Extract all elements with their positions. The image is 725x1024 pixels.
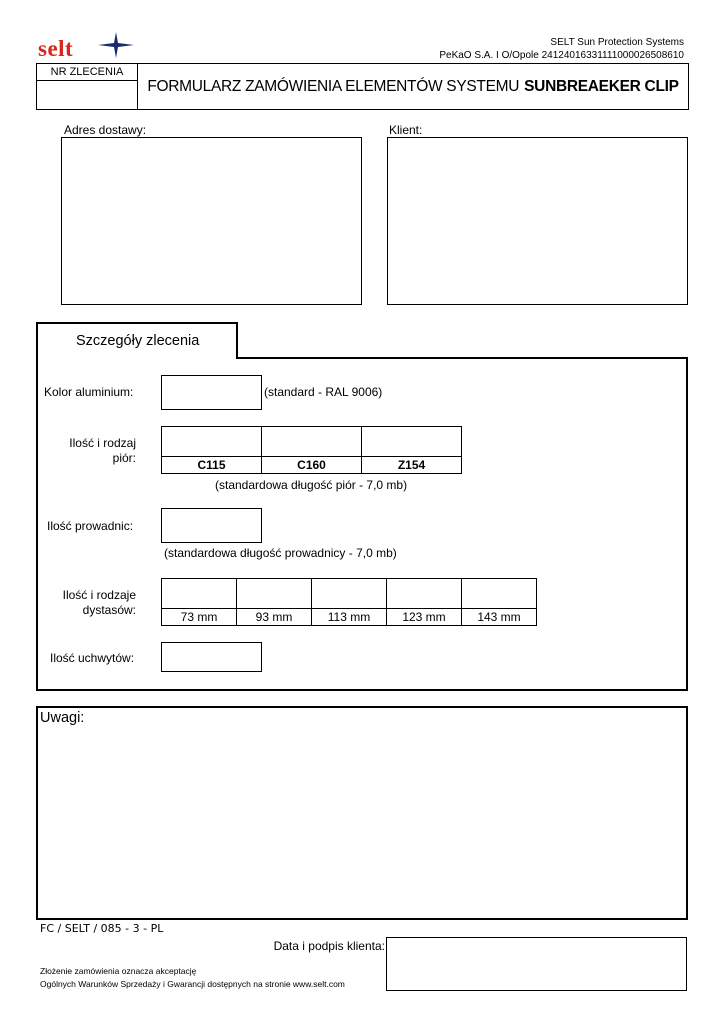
order-details-section	[36, 357, 688, 691]
delivery-address-field[interactable]	[61, 137, 362, 305]
holders-qty-field[interactable]	[161, 642, 262, 672]
blades-label-line2: piór:	[112, 451, 136, 465]
blade-type-c160: C160	[261, 456, 362, 474]
blade-c160-qty[interactable]	[261, 426, 362, 457]
company-name: SELT Sun Protection Systems	[550, 37, 684, 48]
signature-field[interactable]	[386, 937, 687, 991]
title-normal: FORMULARZ ZAMÓWIENIA ELEMENTÓW SYSTEMU	[147, 77, 520, 95]
spacer-size-93: 93 mm	[236, 608, 312, 626]
selt-logo	[38, 36, 133, 62]
spacer-size-143: 143 mm	[461, 608, 537, 626]
spacer-size-73: 73 mm	[161, 608, 237, 626]
signature-label: Data i podpis klienta:	[273, 939, 385, 953]
holders-label: Ilość uchwytów:	[50, 651, 135, 665]
star-icon	[96, 30, 136, 60]
company-bank-account: PeKaO S.A. I O/Opole 24124016331111000026508610	[439, 50, 684, 61]
delivery-address-label: Adres dostawy:	[64, 123, 147, 137]
blade-type-c115: C115	[161, 456, 262, 474]
blade-type-z154: Z154	[361, 456, 462, 474]
order-number-field[interactable]	[37, 81, 137, 109]
guides-label: Ilość prowadnic:	[47, 519, 134, 533]
order-details-tab	[36, 322, 238, 359]
client-field[interactable]	[387, 137, 688, 305]
spacer-size-123: 123 mm	[386, 608, 462, 626]
blade-c115-qty[interactable]	[161, 426, 262, 457]
spacer-143-qty[interactable]	[461, 578, 537, 609]
spacer-123-qty[interactable]	[386, 578, 462, 609]
notes-label: Uwagi:	[40, 710, 85, 726]
spacer-73-qty[interactable]	[161, 578, 237, 609]
notes-section[interactable]	[36, 706, 688, 920]
spacer-93-qty[interactable]	[236, 578, 312, 609]
order-number-label: NR ZLECENIA	[37, 64, 137, 81]
terms-line2: Ogólnych Warunków Sprzedaży i Gwarancji dostępnych na stronie www.selt.com	[40, 979, 345, 989]
spacers-label-line2: dystasów:	[82, 603, 136, 617]
order-number-box	[36, 63, 138, 110]
blades-note: (standardowa długość piór - 7,0 mb)	[215, 478, 408, 492]
guides-qty-field[interactable]	[161, 508, 262, 543]
blades-label-line1: Ilość i rodzaj	[69, 436, 136, 450]
page-title	[138, 64, 688, 109]
terms-line1: Złożenie zamówienia oznacza akceptację	[40, 966, 197, 976]
title-box	[137, 63, 689, 110]
spacers-label-line1: Ilość i rodzaje	[62, 588, 136, 602]
guides-note: (standardowa długość prowadnicy - 7,0 mb)	[164, 546, 397, 560]
aluminium-color-label: Kolor aluminium:	[44, 385, 134, 399]
spacer-113-qty[interactable]	[311, 578, 387, 609]
spacer-size-113: 113 mm	[311, 608, 387, 626]
aluminium-color-note: (standard - RAL 9006)	[264, 385, 383, 399]
title-bold: SUNBREAEKER CLIP	[524, 77, 679, 95]
logo-text: selt	[38, 36, 74, 61]
form-code: FC / SELT / 085 - 3 - PL	[40, 922, 164, 935]
client-label: Klient:	[389, 123, 423, 137]
order-details-tab-label: Szczegóły zlecenia	[76, 333, 200, 349]
blade-z154-qty[interactable]	[361, 426, 462, 457]
aluminium-color-field[interactable]	[161, 375, 262, 410]
